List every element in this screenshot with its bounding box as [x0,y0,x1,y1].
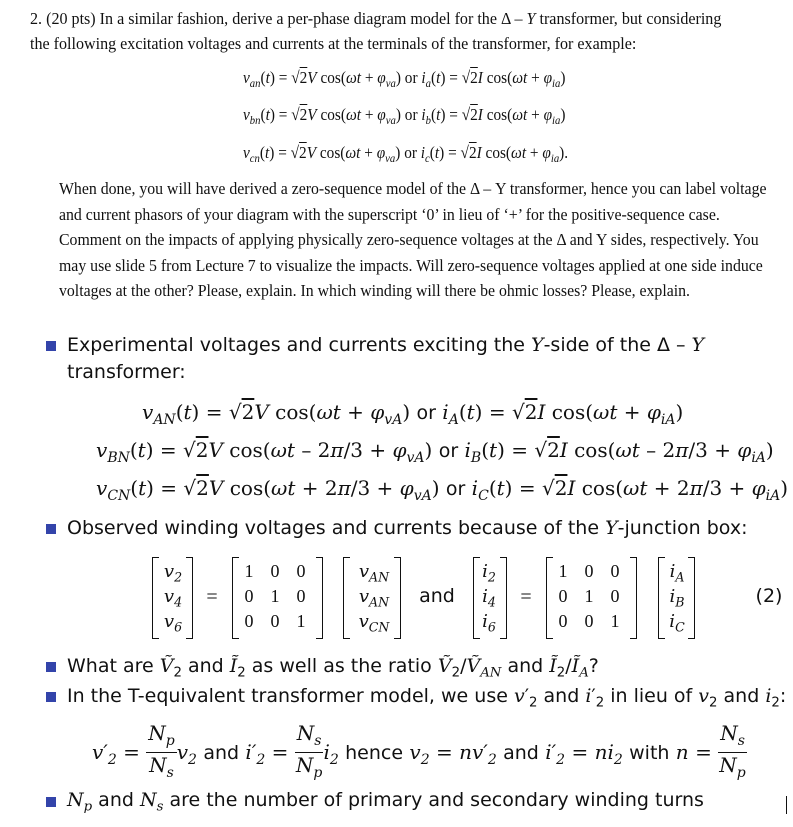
m2-cell: 0 [584,611,594,631]
m1-cell: 0 [244,611,254,631]
m1-cell: 1 [270,586,280,606]
m2-cell: 0 [558,611,568,631]
and-word: and [419,585,455,607]
vec-i2: $i_2$ [482,561,496,585]
problem-equation-3: $v_{cn}(t) = √2V$ $\cos(\omega t + \varphi_{va})$ or $i_c(t) = √2I$ $\cos(\omega t + \varphi_{ia})$. [243,143,569,166]
bullet-marker [46,692,56,702]
vec-vCN: $v_{CN}$ [358,611,390,635]
m2-cell: 0 [584,561,594,581]
equation-number: (2) [755,585,783,607]
problem-points: (20 pts) [46,9,96,28]
m1-cell: 1 [296,611,306,631]
bullet-1-line-2: transformer: [67,361,186,383]
bullet-1-line-1: Experimental voltages and currents exciting the Y-side of the Δ – Y [67,334,705,356]
problem-number: 2. [30,9,43,28]
bullet-4: In the T-equivalent transformer model, we use $v'_2$ and $i'_2$ in lieu of $v_2$ and $i_2$: [67,685,787,711]
vec-v2: $v_2$ [163,561,183,585]
vec-v4: $v_4$ [163,586,183,610]
vec-iB: $i_B$ [669,586,685,610]
m2-cell: 1 [610,611,620,631]
slide-equation-B: $v_{BN}(t) = √2V$ $\cos(\omega t - 2\pi/3 + \varphi_{vA})$ or $i_B(t) = √2I$ $\cos(\omega t - 2\pi/3 + \varphi_{iA})$ [96,438,774,466]
m2-cell: 0 [558,586,568,606]
problem-text: In a similar fashion, derive a per-phase diagram model for the Δ – Y transformer, but considering the following excitation voltages and currents at the terminals of the transformer, for example: [30,9,722,53]
problem-paragraph: When done, you will have derived a zero-sequence model of the Δ – Y transformer, hence you can label voltage and current phasors of your diagram with the superscript ‘0’ in lieu of ‘+’ for the positive-sequence case. Comment on the impacts of applying physically zero-sequence voltages at the Δ and Y sides, respectively. You may use slide 5 from Lecture 7 to visualize the impacts. Will zero-sequence voltages applied at one side induce voltages at the other? Please, explain. In which winding will there be ohmic losses? Please, explain. [59,179,767,301]
bullet-2: Observed winding voltages and currents because of the Y-junction box: [67,517,748,539]
vec-vAN: $v_{AN}$ [358,561,390,585]
m2-cell: 0 [610,586,620,606]
text-cursor [786,796,787,814]
m2-cell: 1 [558,561,568,581]
bullet-marker [46,797,56,807]
bullet-marker [46,341,56,351]
m2-cell: 0 [610,561,620,581]
vec-v6: $v_6$ [163,611,183,635]
vec-iA: $i_A$ [669,561,685,585]
t-equivalent-equation: $v'_2$ = $\frac{N_p}{N_s}$ $v_2$ and $i'_2$ = $\frac{N_s}{N_p}$ $i_2$ hence $v_2 = nv'_2$ and $i'_2 = ni_2$ with n = $\frac{N_s}{N_p}$ [92,721,746,781]
bullet-5: $N_p$ and $N_s$ are the number of primary and secondary winding turns [67,789,704,815]
problem-equation-2: $v_{bn}(t) = √2V$ $\cos(\omega t + \varphi_{va})$ or $i_b(t) = √2I$ $\cos(\omega t + \varphi_{ia})$ [243,105,566,128]
m1-cell: 0 [296,586,306,606]
bullet-marker [46,524,56,534]
vec-i4: $i_4$ [482,586,496,610]
vec-iC: $i_C$ [669,611,685,635]
problem-equation-1: $v_{an}(t) = √2V$ $\cos(\omega t + \varphi_{va})$ or $i_a(t) = √2I$ $\cos(\omega t + \varphi_{ia})$ [243,68,566,91]
vec-i6: $i_6$ [482,611,496,635]
m1-cell: 0 [244,586,254,606]
matrix-equation: $v_2$ $v_4$ $v_6$ = 1 0 0 0 1 0 0 0 1 $v_{AN}$ $v_{AN}$ $v_{CN}$ and $i_2$ $i_4$ $i_6$ = 1 0 0 0 1 0 0 0 1 $i_A$ $i_B$ $i_C$ (2) [0,0,793,827]
m1-cell: 0 [270,561,280,581]
m1-cell: 0 [270,611,280,631]
m2-cell: 1 [584,586,594,606]
m1-cell: 0 [296,561,306,581]
bullet-marker [46,662,56,672]
vec-vAN-2: $v_{AN}$ [358,586,390,610]
slide-equation-A: $v_{AN}(t) = √2V$ $\cos(\omega t + \varphi_{vA})$ or $i_A(t) = √2I$ $\cos(\omega t + \varphi_{iA})$ [142,400,684,428]
problem-intro [30,6,728,56]
m1-cell: 1 [244,561,254,581]
slide-equation-C: $v_{CN}(t) = √2V$ $\cos(\omega t + 2\pi/3 + \varphi_{vA})$ or $i_C(t) = √2I$ $\cos(\omega t + 2\pi/3 + \varphi_{iA})$ [96,476,789,504]
bullet-3: What are Ṽ$_2$ and $Ĩ_2$ as well as the ratio Ṽ$_2$/Ṽ$_{AN}$ and $Ĩ_2/Ĩ_A$? [67,655,599,681]
